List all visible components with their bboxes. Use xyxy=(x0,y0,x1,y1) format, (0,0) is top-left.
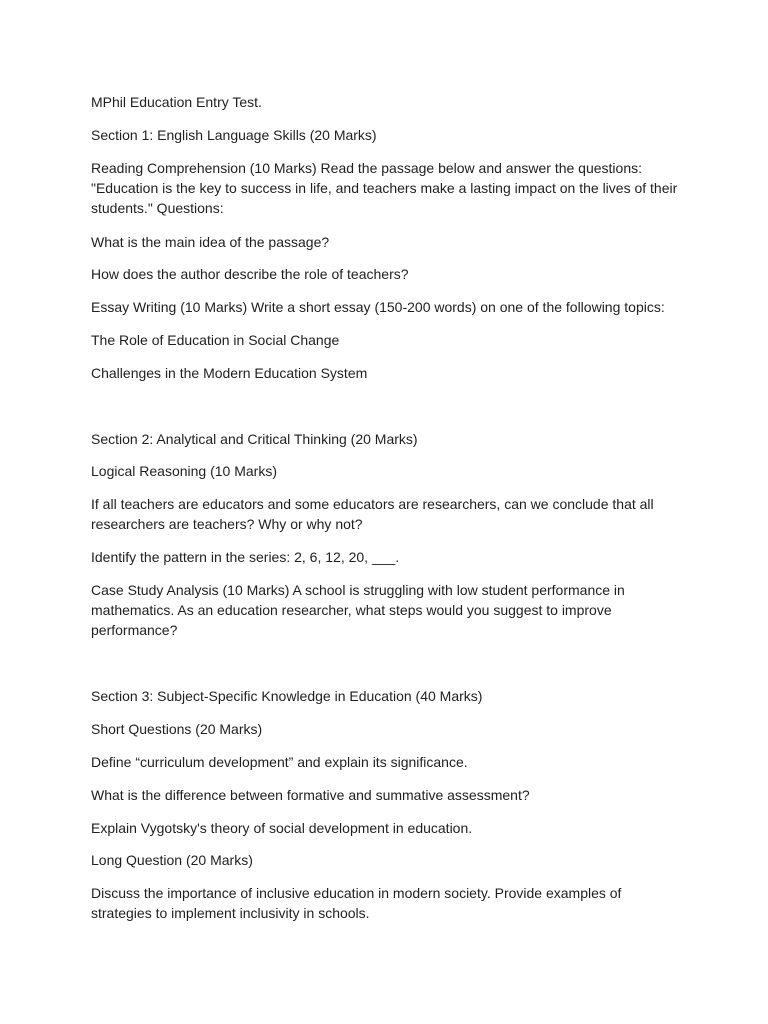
essay-topic-1: The Role of Education in Social Change xyxy=(91,332,340,348)
section-1-question-2: How does the author describe the role of teachers? xyxy=(91,266,409,282)
section-1-question-1: What is the main idea of the passage? xyxy=(91,234,330,250)
document-title: MPhil Education Entry Test. xyxy=(91,94,262,110)
essay-writing-paragraph: Essay Writing (10 Marks) Write a short essay (150-200 words) on one of the following topics: xyxy=(91,299,665,315)
section-1-heading: Section 1: English Language Skills (20 Marks) xyxy=(91,127,377,143)
long-question-text: Discuss the importance of inclusive education in modern society. Provide examples of strategies to implement inclusivity in schools. xyxy=(91,885,622,921)
reading-comprehension-paragraph: Reading Comprehension (10 Marks) Read the passage below and answer the questions: "Education is the key to success in life, and teachers make a lasting impact on the lives of their students." Questions: xyxy=(91,160,678,216)
case-study-paragraph: Case Study Analysis (10 Marks) A school is struggling with low student performance in mathematics. As an education researcher, what steps would you suggest to improve performance? xyxy=(91,582,625,638)
section-2-heading: Section 2: Analytical and Critical Thinking (20 Marks) xyxy=(91,431,418,447)
essay-topic-2: Challenges in the Modern Education System xyxy=(91,365,368,381)
logical-reasoning-heading: Logical Reasoning (10 Marks) xyxy=(91,463,277,479)
long-question-heading: Long Question (20 Marks) xyxy=(91,852,253,868)
short-questions-heading: Short Questions (20 Marks) xyxy=(91,721,263,737)
section-3-heading: Section 3: Subject-Specific Knowledge in Education (40 Marks) xyxy=(91,688,483,704)
section-3-question-3: Explain Vygotsky's theory of social development in education. xyxy=(91,820,473,836)
section-2-question-2: Identify the pattern in the series: 2, 6, 12, 20, ___. xyxy=(91,549,400,565)
section-3-question-1: Define “curriculum development” and explain its significance. xyxy=(91,754,468,770)
section-3-question-2: What is the difference between formative and summative assessment? xyxy=(91,787,530,803)
section-2-question-1: If all teachers are educators and some educators are researchers, can we conclude that all researchers are teachers? Why or why not? xyxy=(91,496,654,532)
